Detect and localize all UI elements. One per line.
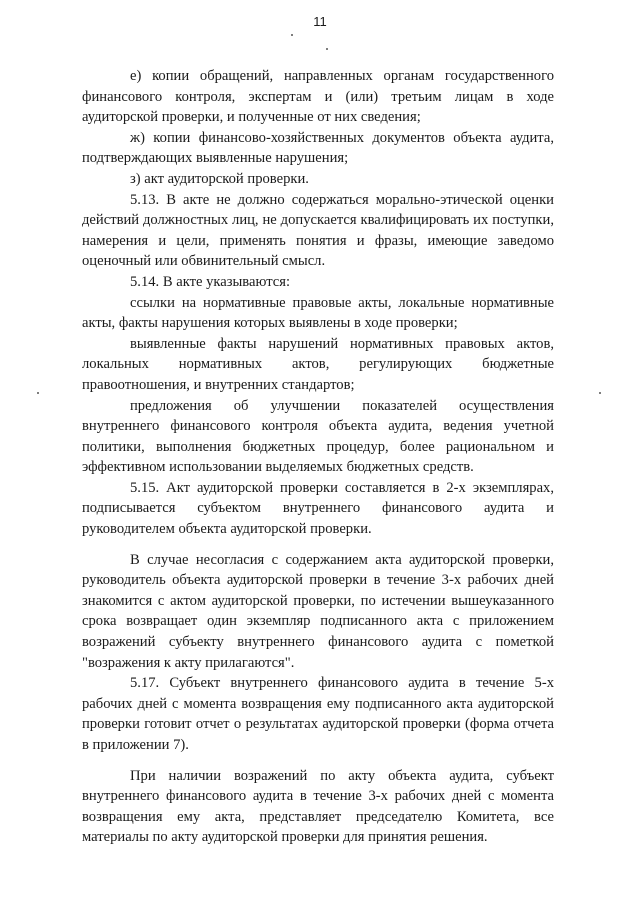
paragraph-5-13: 5.13. В акте не должно содержаться морально-этической оценки действий должностных лиц, не допускается квалифицировать их поступки, намерения и цели, применять понятия и фразы, имеющие заведомо оценочный или обвинительный смысл. [82,191,554,270]
paragraph-5-17: 5.17. Субъект внутреннего финансового аудита в течение 5-х рабочих дней с момента возвращения ему подписанного акта аудиторской проверки готовит отчет о результатах аудиторской проверки (форма отчета в приложении 7). [82,675,554,753]
paragraph-objections: При наличии возражений по акту объекта аудита, субъект внутреннего финансового аудита в течение 3-х рабочих дней с момента возвращения ему акта, представляет председателю Комитета, все материалы по акту аудиторской проверки для принятия решения. [82,767,554,846]
paragraph-5-14-links: ссылки на нормативные правовые акты, локальные нормативные акты, факты нарушения которых выявлены в ходе проверки; [82,294,554,332]
paragraph-5-14: 5.14. В акте указываются: [130,273,290,290]
scan-speck [291,34,293,36]
scan-speck [37,392,39,394]
paragraph-item-zh: ж) копии финансово-хозяйственных документов объекта аудита, подтверждающих выявленные нарушения; [82,129,554,167]
paragraph-5-14-violations: выявленные факты нарушений нормативных правовых актов, локальных нормативных актов, регулирующих бюджетные правоотношения, и внутренних стандартов; [82,335,554,393]
scan-speck [326,48,328,50]
paragraph-5-14-proposals: предложения об улучшении показателей осуществления внутреннего финансового контроля объекта аудита, ведения учетной политики, выполнения бюджетных процедур, более рациональном и эффективном использовании выделяемых бюджетных средств. [82,397,554,476]
paragraph-5-15: 5.15. Акт аудиторской проверки составляется в 2-х экземплярах, подписывается субъектом внутреннего финансового аудита и руководителем объекта аудиторской проверки. [82,479,554,538]
document-body [82,66,554,848]
paragraph-disagreement: В случае несогласия с содержанием акта аудиторской проверки, руководитель объекта аудиторской проверки в течение 3-х рабочих дней знакомится с актом аудиторской проверки, по истечении вышеуказанного срока возвращает один экземпляр подписанного акта с приложением возражений субъекту внутреннего финансового аудита с пометкой "возражения к акту прилагаются". [82,551,554,671]
paragraph-item-z: з) акт аудиторской проверки. [130,170,309,187]
paragraph-item-e: е) копии обращений, направленных органам государственного финансового контроля, экспертам и (или) третьим лицам в ходе аудиторской проверки, и полученные от них сведения; [82,68,554,126]
scan-speck [599,392,601,394]
page-number: 11 [313,14,327,29]
